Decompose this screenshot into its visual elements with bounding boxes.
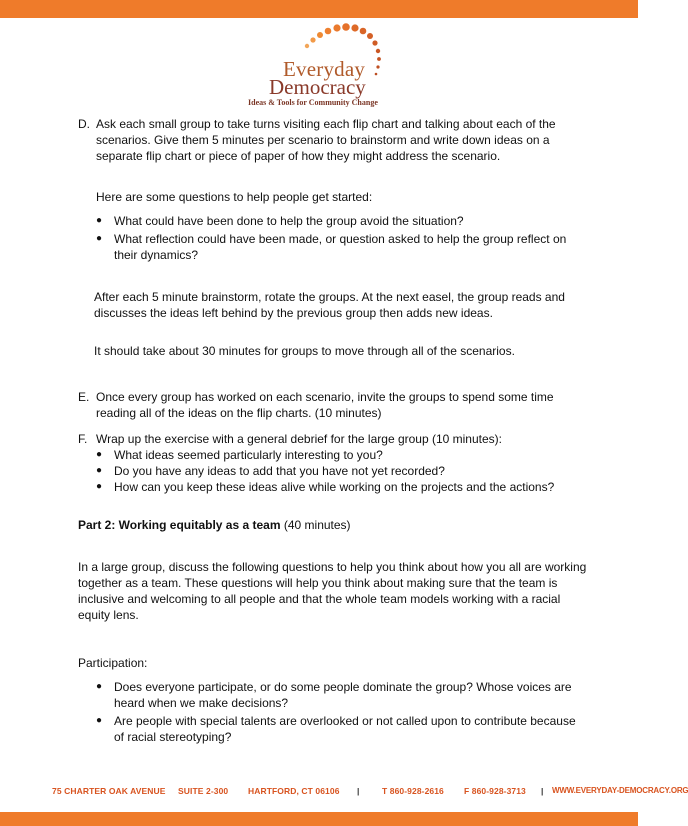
section-f-line1: Wrap up the exercise with a general debrief for the large group (10 minutes): [96, 432, 502, 446]
participation-bullet1-line1: Does everyone participate, or do some people dominate the group? Whose voices are [114, 680, 572, 694]
part2-para-line3: inclusive and welcoming to all people and that the whole team models working with a racial [78, 592, 561, 606]
part2-heading: Part 2: Working equitably as a team [78, 518, 281, 532]
section-d-questions-intro: Here are some questions to help people get started: [96, 190, 373, 204]
section-d-rotate-line1: After each 5 minute brainstorm, rotate the groups. At the next easel, the group reads and [94, 290, 565, 304]
bullet-icon: ● [96, 481, 103, 492]
section-d-bullet2-line2: their dynamics? [114, 248, 199, 262]
section-d-text-line2: scenarios. Give them 5 minutes per scenario to brainstorm and write down ideas on a [96, 133, 550, 147]
top-accent-bar [0, 0, 638, 18]
part2-para-line1: In a large group, discuss the following questions to help you think about how you all are working [78, 560, 587, 574]
section-f-bullet3: How can you keep these ideas alive while working on the projects and the actions? [114, 480, 555, 494]
part2-heading-line [78, 517, 351, 533]
bottom-accent-bar [0, 812, 638, 826]
logo-wordmark-everyday: Everyday [283, 57, 366, 81]
part2-para-line2: together as a team. These questions will help you think about making sure that the team is [78, 576, 558, 590]
section-d-text-line1: Ask each small group to take turns visiting each flip chart and talking about each of the [96, 117, 556, 131]
bullet-icon: ● [96, 715, 103, 726]
footer-city: HARTFORD, CT 06106 [248, 786, 340, 796]
participation-bullet2-line2: of racial stereotyping? [114, 730, 232, 744]
section-f-bullet1: What ideas seemed particularly interesting to you? [114, 448, 383, 462]
bullet-icon: ● [96, 681, 103, 692]
logo-wordmark-democracy: Democracy [269, 75, 366, 99]
bullet-icon: ● [96, 465, 103, 476]
section-f-marker: F. [78, 432, 88, 446]
logo-tagline: Ideas & Tools for Community Change [248, 98, 378, 107]
part2-para-line4: equity lens. [78, 608, 139, 622]
section-d-timing: It should take about 30 minutes for groups to move through all of the scenarios. [94, 344, 515, 358]
section-e-marker: E. [78, 390, 90, 404]
footer-fax: F 860-928-3713 [464, 786, 526, 796]
section-d-text-line3: separate flip chart or piece of paper of how they might address the scenario. [96, 149, 501, 163]
footer-separator: | [541, 786, 544, 796]
section-e-line2: reading all of the ideas on the flip charts. (10 minutes) [96, 406, 382, 420]
section-e-line1: Once every group has worked on each scenario, invite the groups to spend some time [96, 390, 554, 404]
section-f-bullet2: Do you have any ideas to add that you have not yet recorded? [114, 464, 445, 478]
bullet-icon: ● [96, 449, 103, 460]
participation-label: Participation: [78, 656, 148, 670]
bullet-icon: ● [96, 233, 103, 244]
footer-suite: SUITE 2-300 [178, 786, 229, 796]
part2-duration: (40 minutes) [280, 518, 351, 532]
participation-bullet2-line1: Are people with special talents are overlooked or not called upon to contribute because [114, 714, 576, 728]
section-d-bullet2-line1: What reflection could have been made, or question asked to help the group reflect on [114, 232, 567, 246]
footer-website: WWW.EVERYDAY-DEMOCRACY.ORG [552, 786, 688, 795]
footer-phone: T 860-928-2616 [382, 786, 444, 796]
footer-separator: | [357, 786, 360, 796]
section-d-bullet1: What could have been done to help the group avoid the situation? [114, 214, 464, 228]
section-d-rotate-line2: discusses the ideas left behind by the previous group then adds new ideas. [94, 306, 493, 320]
participation-bullet1-line2: heard when we make decisions? [114, 696, 289, 710]
everyday-democracy-logo [248, 22, 415, 107]
section-d-marker: D. [78, 117, 90, 131]
footer-contact-line [52, 786, 688, 800]
bullet-icon: ● [96, 215, 103, 226]
footer-address: 75 CHARTER OAK AVENUE [52, 786, 166, 796]
